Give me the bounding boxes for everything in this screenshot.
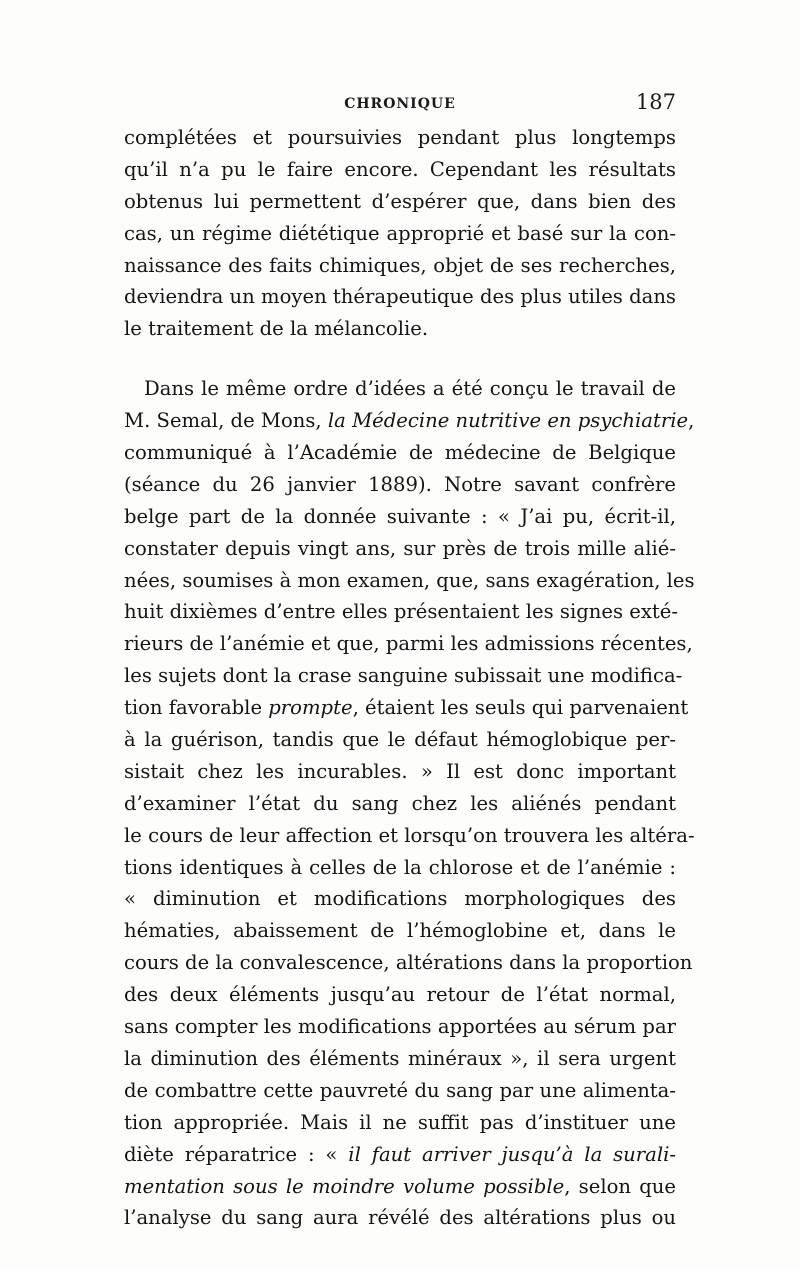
- text-line: complétées et poursuivies pendant plus longtemps: [124, 126, 676, 149]
- body-text: [124, 122, 695, 1234]
- paragraph-gap: [124, 345, 676, 373]
- paragraph-2: [124, 373, 695, 1234]
- text-line: belge part de la donnée suivante : « J’ai pu, écrit-il,: [124, 504, 676, 528]
- text-line: « diminution et modifications morphologiques des: [124, 887, 676, 911]
- page-header: [124, 88, 676, 118]
- text-line: l’analyse du sang aura révélé des altérations plus ou: [124, 1206, 676, 1230]
- text-segment: , étaient les seuls qui parvenaient: [352, 696, 689, 720]
- text-line: communiqué à l’Académie de médecine de Belgique: [124, 441, 676, 465]
- running-head: CHRONIQUE: [344, 96, 456, 112]
- text-line: tion appropriée. Mais il ne suffit pas d’instituer une: [124, 1110, 676, 1134]
- page-number: 187: [635, 90, 676, 114]
- text-line: le traitement de la mélancolie.: [124, 317, 429, 341]
- emphasis: prompte: [268, 696, 353, 720]
- text-line: sans compter les modifications apportées au sérum par: [124, 1015, 676, 1039]
- work-title: la Médecine nutritive en psychiatrie: [327, 409, 689, 433]
- text-line: le cours de leur affection et lorsqu’on trouvera les altéra-: [124, 823, 695, 847]
- text-line: huit dixièmes d’entre elles présentaient les signes exté-: [124, 600, 679, 624]
- paragraph-1: [124, 122, 676, 345]
- text-line: à la guérison, tandis que le défaut hémoglobique per-: [124, 728, 676, 752]
- text-line: des deux éléments jusqu’au retour de l’état normal,: [124, 983, 676, 1007]
- text-segment: ,: [688, 409, 695, 433]
- text-line: [124, 405, 695, 437]
- text-line: cours de la convalescence, altérations dans la proportion: [124, 951, 693, 975]
- text-line: obtenus lui permettent d’espérer que, dans bien des: [124, 189, 676, 213]
- emphasis: mentation sous le moindre volume possible: [124, 1174, 565, 1198]
- emphasis: il faut arriver jusqu’à la surali-: [348, 1142, 677, 1166]
- text-line: [124, 1171, 676, 1203]
- text-line: les sujets dont la crase sanguine subissait une modifica-: [124, 664, 683, 688]
- text-line: nées, soumises à mon examen, que, sans exagération, les: [124, 568, 695, 592]
- text-segment: tion favorable: [124, 696, 269, 720]
- text-line: la diminution des éléments minéraux », il sera urgent: [124, 1046, 676, 1070]
- text-line: constater depuis vingt ans, sur près de trois mille alié-: [124, 536, 676, 560]
- text-line: naissance des faits chimiques, objet de ses recherches,: [124, 253, 676, 277]
- text-segment: M. Semal, de Mons,: [124, 409, 328, 433]
- text-line: sistait chez les incurables. » Il est donc important: [124, 759, 676, 783]
- text-line: [124, 1139, 676, 1171]
- text-segment: , selon que: [564, 1174, 677, 1198]
- text-line: de combattre cette pauvreté du sang par une alimenta-: [124, 1078, 676, 1102]
- text-segment: diète réparatrice : «: [124, 1142, 349, 1166]
- text-line: deviendra un moyen thérapeutique des plus utiles dans: [124, 285, 676, 309]
- text-line: (séance du 26 janvier 1889). Notre savant confrère: [124, 472, 676, 496]
- text-line: rieurs de l’anémie et que, parmi les admissions récentes,: [124, 632, 693, 656]
- text-line: qu’il n’a pu le faire encore. Cependant les résultats: [124, 157, 676, 181]
- text-line: [124, 692, 689, 724]
- text-line: Dans le même ordre d’idées a été conçu le travail de: [144, 377, 676, 401]
- text-line: d’examiner l’état du sang chez les aliénés pendant: [124, 791, 676, 815]
- text-line: tions identiques à celles de la chlorose et de l’anémie :: [124, 855, 676, 879]
- text-line: hématies, abaissement de l’hémoglobine et, dans le: [124, 919, 676, 943]
- text-line: cas, un régime diététique approprié et basé sur la con-: [124, 221, 676, 245]
